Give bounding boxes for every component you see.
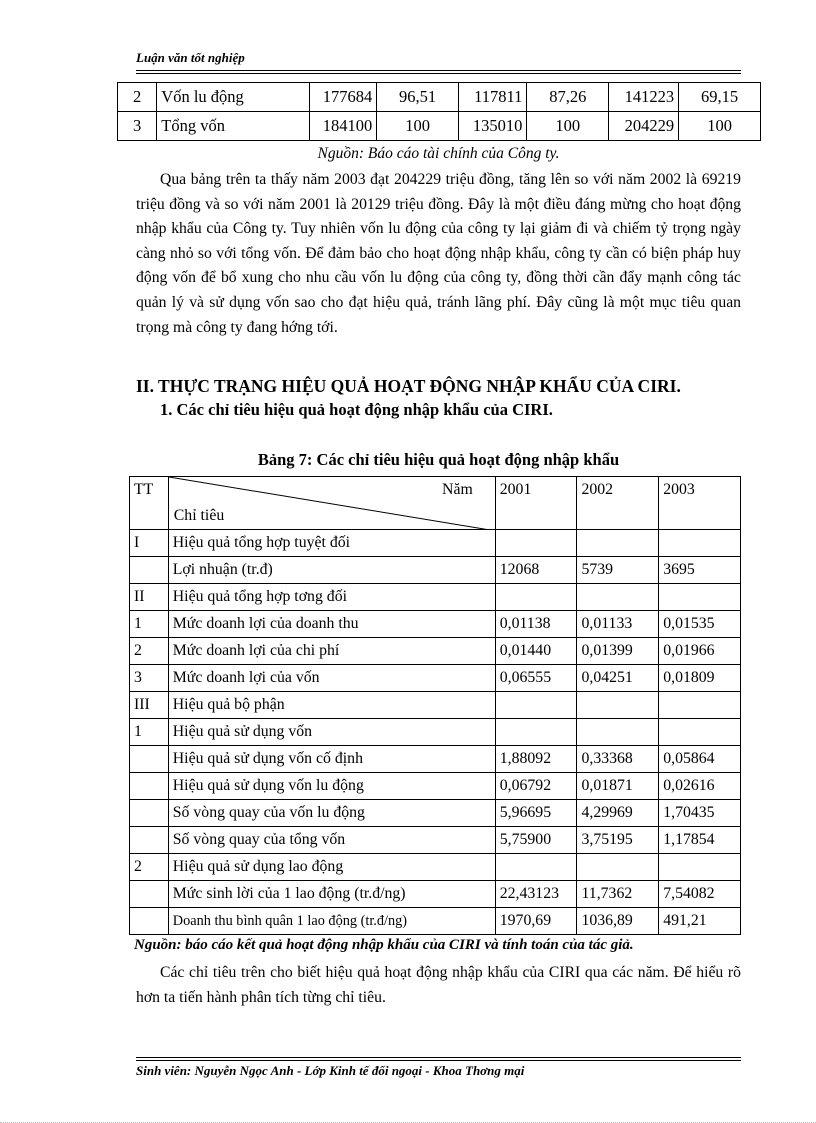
indicator-tt: [130, 881, 169, 908]
indicator-value-2003: 1,70435: [659, 800, 741, 827]
indicator-name: Hiệu quả tổng hợp tơng đối: [168, 584, 495, 611]
indicator-value-2001: 1,88092: [495, 746, 577, 773]
table-header-row: [130, 477, 741, 530]
indicator-row: [130, 584, 741, 611]
indicator-tt: [130, 773, 169, 800]
indicator-name: Số vòng quay của vốn lu động: [168, 800, 495, 827]
header-rule-bottom: [136, 73, 741, 74]
indicator-row: [130, 854, 741, 881]
indicator-tt: I: [130, 530, 169, 557]
indicator-value-2003: [659, 854, 741, 881]
footer-rule-top: [136, 1057, 741, 1058]
indicator-name: Hiệu quả sử dụng vốn cố định: [168, 746, 495, 773]
indicator-value-2002: 11,7362: [577, 881, 659, 908]
indicator-tt: [130, 800, 169, 827]
indicator-row: [130, 773, 741, 800]
indicator-value-2003: 0,01535: [659, 611, 741, 638]
capital-cell-v2: 117811: [458, 83, 526, 112]
capital-cell-name: Tổng vốn: [157, 112, 310, 141]
indicator-value-2003: 1,17854: [659, 827, 741, 854]
indicator-value-2003: 0,01809: [659, 665, 741, 692]
indicator-value-2002: 1036,89: [577, 908, 659, 935]
indicator-row: [130, 530, 741, 557]
capital-cell-p3: 100: [679, 112, 761, 141]
capital-cell-no: 2: [118, 83, 157, 112]
efficiency-indicators-table: [129, 476, 741, 935]
indicator-value-2002: 0,01133: [577, 611, 659, 638]
indicator-row: [130, 611, 741, 638]
header-indicator-label: Chỉ tiêu: [173, 507, 225, 524]
indicator-value-2003: 0,02616: [659, 773, 741, 800]
indicator-value-2001: [495, 719, 577, 746]
header-diagonal-cell: [168, 477, 495, 530]
indicator-value-2002: 0,01399: [577, 638, 659, 665]
indicator-tt: 1: [130, 719, 169, 746]
header-year-2003: 2003: [659, 477, 741, 530]
indicator-value-2001: 5,75900: [495, 827, 577, 854]
indicator-tt: 1: [130, 611, 169, 638]
capital-table-row: [118, 112, 761, 141]
indicator-value-2001: [495, 692, 577, 719]
indicator-value-2002: [577, 719, 659, 746]
indicator-row: [130, 719, 741, 746]
indicator-name: Mức doanh lợi của chi phí: [168, 638, 495, 665]
header-year-2001: 2001: [495, 477, 577, 530]
indicator-value-2001: 0,01138: [495, 611, 577, 638]
indicator-row: [130, 800, 741, 827]
indicator-value-2001: [495, 530, 577, 557]
section-heading: II. THỰC TRẠNG HIỆU QUẢ HOẠT ĐỘNG NHẬP KHẨU CỦA CIRI.: [136, 376, 681, 396]
capital-cell-p2: 87,26: [527, 83, 609, 112]
indicator-value-2002: 4,29969: [577, 800, 659, 827]
indicator-value-2001: 0,06792: [495, 773, 577, 800]
indicator-value-2001: 0,06555: [495, 665, 577, 692]
indicator-value-2002: 0,33368: [577, 746, 659, 773]
header-rule-top: [136, 70, 741, 71]
indicator-value-2003: [659, 719, 741, 746]
source-note-2: Nguồn: báo cáo kết quả hoạt động nhập khẩu của CIRI và tính toán của tác giả.: [134, 937, 634, 953]
indicator-value-2001: 0,01440: [495, 638, 577, 665]
indicator-tt: 2: [130, 854, 169, 881]
page-header: Luận văn tốt nghiệp: [136, 50, 245, 65]
indicator-name: Hiệu quả tổng hợp tuyệt đối: [168, 530, 495, 557]
capital-cell-v3: 141223: [609, 83, 679, 112]
header-tt: TT: [130, 477, 169, 530]
indicator-value-2002: [577, 530, 659, 557]
indicator-row: [130, 881, 741, 908]
paragraph-1-text: Qua bảng trên ta thấy năm 2003 đạt 204229 triệu đồng, tăng lên so với năm 2002 là 69219 triệu đồng và so với năm 2001 là 20129 triệu đồng. Đây là một điều đáng mừng cho hoạt động nhập khẩu của Công ty. Tuy nhiên vốn lu động của công ty lại giảm đi và chiếm tỷ trọng ngày càng nhỏ so với tổng vốn. Để đảm bảo cho hoạt động nhập khẩu, công ty cần có biện pháp huy động vốn để bổ xung cho nhu cầu vốn lu động của công ty, đồng thời cần đẩy mạnh công tác quản lý và sử dụng vốn sao cho đạt hiệu quả, tránh lãng phí. Đây cũng là một mục tiêu quan trọng mà công ty đang hớng tới.: [136, 171, 741, 336]
indicator-name: Số vòng quay của tổng vốn: [168, 827, 495, 854]
footer-rule-bottom: [136, 1060, 741, 1061]
indicator-tt: 3: [130, 665, 169, 692]
capital-cell-v3: 204229: [609, 112, 679, 141]
indicator-value-2003: [659, 584, 741, 611]
indicator-value-2002: [577, 692, 659, 719]
paragraph-conclusion: [136, 961, 741, 1010]
indicator-value-2003: [659, 530, 741, 557]
capital-cell-name: Vốn lu động: [157, 83, 310, 112]
indicator-tt: [130, 908, 169, 935]
indicator-name: Lợi nhuận (tr.đ): [168, 557, 495, 584]
capital-structure-table: [117, 82, 761, 141]
indicator-row: [130, 638, 741, 665]
indicator-tt: [130, 746, 169, 773]
indicator-value-2002: [577, 854, 659, 881]
indicator-tt: II: [130, 584, 169, 611]
capital-cell-v2: 135010: [458, 112, 526, 141]
indicator-value-2001: 22,43123: [495, 881, 577, 908]
indicator-row: [130, 908, 741, 935]
indicator-value-2003: 0,05864: [659, 746, 741, 773]
indicator-value-2002: 5739: [577, 557, 659, 584]
paragraph-analysis: [136, 168, 741, 340]
table-caption: Bảng 7: Các chỉ tiêu hiệu quả hoạt động nhập khẩu: [257, 450, 620, 469]
page-footer: Sinh viên: Nguyễn Ngọc Anh - Lớp Kinh tế đối ngoại - Khoa Thơng mại: [136, 1063, 525, 1078]
indicator-value-2003: 491,21: [659, 908, 741, 935]
indicator-row: [130, 557, 741, 584]
indicator-tt: [130, 827, 169, 854]
indicator-row: [130, 665, 741, 692]
paragraph-2-text: Các chỉ tiêu trên cho biết hiệu quả hoạt động nhập khẩu của CIRI qua các năm. Để hiểu rõ hơn ta tiến hành phân tích từng chỉ tiêu.: [136, 964, 741, 1006]
indicator-value-2002: [577, 584, 659, 611]
indicator-value-2003: 7,54082: [659, 881, 741, 908]
indicator-name: Mức sinh lời của 1 lao động (tr.đ/ng): [168, 881, 495, 908]
header-year-2002: 2002: [577, 477, 659, 530]
capital-cell-no: 3: [118, 112, 157, 141]
indicator-name: Hiệu quả sử dụng vốn lu động: [168, 773, 495, 800]
indicator-value-2001: 5,96695: [495, 800, 577, 827]
indicator-value-2001: 1970,69: [495, 908, 577, 935]
indicator-name: Hiệu quả sử dụng lao động: [168, 854, 495, 881]
indicator-name: Hiệu quả bộ phận: [168, 692, 495, 719]
indicator-value-2001: 12068: [495, 557, 577, 584]
indicator-row: [130, 746, 741, 773]
capital-cell-p1: 96,51: [377, 83, 459, 112]
capital-cell-p1: 100: [377, 112, 459, 141]
indicator-row: [130, 692, 741, 719]
indicator-value-2002: 0,04251: [577, 665, 659, 692]
indicator-value-2003: 3695: [659, 557, 741, 584]
indicator-tt: 2: [130, 638, 169, 665]
capital-cell-v1: 177684: [310, 83, 377, 112]
subsection-heading: 1. Các chỉ tiêu hiệu quả hoạt động nhập khẩu của CIRI.: [160, 400, 553, 419]
indicator-name: Doanh thu bình quân 1 lao động (tr.đ/ng): [168, 908, 495, 935]
indicator-row: [130, 827, 741, 854]
header-year-label: Năm: [442, 481, 473, 498]
indicator-tt: III: [130, 692, 169, 719]
indicator-value-2003: [659, 692, 741, 719]
capital-cell-p2: 100: [527, 112, 609, 141]
indicator-value-2001: [495, 854, 577, 881]
capital-table-row: [118, 83, 761, 112]
capital-cell-v1: 184100: [310, 112, 377, 141]
capital-cell-p3: 69,15: [679, 83, 761, 112]
indicator-name: Mức doanh lợi của vốn: [168, 665, 495, 692]
indicator-value-2002: 0,01871: [577, 773, 659, 800]
indicator-value-2003: 0,01966: [659, 638, 741, 665]
indicator-value-2001: [495, 584, 577, 611]
indicator-tt: [130, 557, 169, 584]
indicator-name: Hiệu quả sử dụng vốn: [168, 719, 495, 746]
indicator-value-2002: 3,75195: [577, 827, 659, 854]
indicator-name: Mức doanh lợi của doanh thu: [168, 611, 495, 638]
source-note-1: Nguồn: Báo cáo tài chính của Công ty.: [317, 145, 560, 162]
